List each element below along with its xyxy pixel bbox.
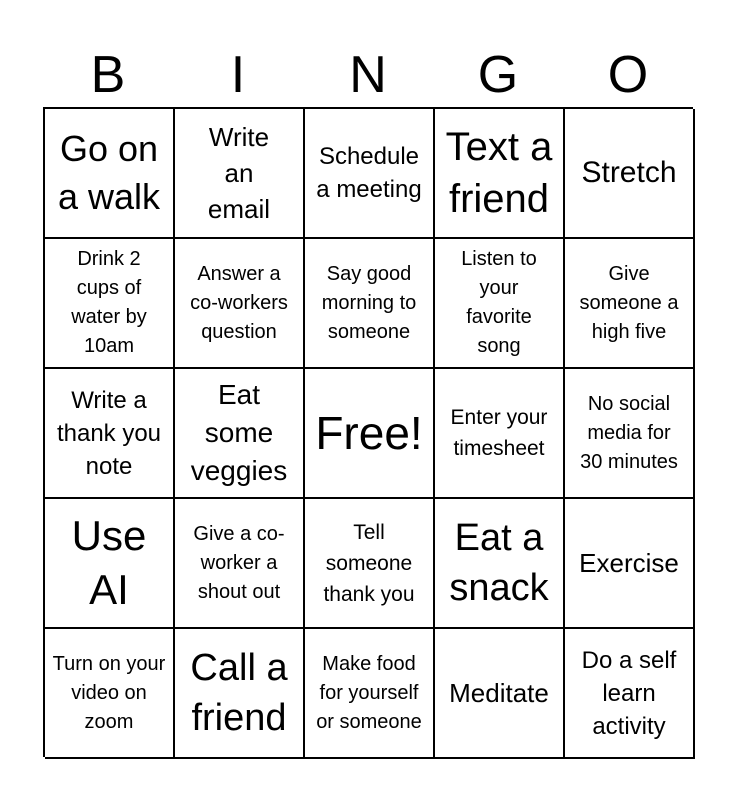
cell-text: Listen to your favorite song [461, 248, 537, 357]
cell-text: Eat some veggies [190, 379, 288, 486]
cell-text: No social media for 30 minutes [580, 392, 678, 473]
bingo-cell[interactable] [435, 109, 565, 239]
bingo-header [43, 42, 693, 108]
header-letter-i: I [230, 46, 246, 104]
bingo-cell[interactable] [175, 629, 305, 759]
cell-text: Enter your timesheet [450, 406, 548, 460]
bingo-cell[interactable] [305, 239, 435, 369]
free-cell[interactable] [305, 369, 435, 499]
cell-text: Use AI [71, 512, 147, 613]
cell-text: Schedule a meeting [316, 143, 422, 203]
cell-text: Go on a walk [57, 128, 161, 217]
cell-text: Meditate [449, 678, 549, 708]
header-letter-n: N [349, 46, 387, 104]
cell-text: Drink 2 cups of water by 10am [71, 248, 147, 357]
cell-text: Tell someone thank you [323, 520, 415, 606]
bingo-cell[interactable] [175, 239, 305, 369]
bingo-cell[interactable] [565, 369, 695, 499]
header-letter-b: B [90, 46, 126, 104]
bingo-cell[interactable] [435, 629, 565, 759]
bingo-cell[interactable] [435, 369, 565, 499]
bingo-cell[interactable] [565, 239, 695, 369]
cell-text: Give someone a high five [579, 262, 679, 343]
header-letter-o: O [607, 46, 649, 104]
cell-text: Call a friend [190, 647, 288, 739]
cell-text: Give a co-worker a shout out [193, 522, 285, 603]
bingo-cell[interactable] [305, 629, 435, 759]
cell-text: Free! [315, 407, 423, 459]
bingo-cell[interactable] [435, 239, 565, 369]
cell-text: Answer a co-workers question [190, 262, 288, 343]
bingo-cell[interactable] [175, 109, 305, 239]
cell-text: Turn on your video on zoom [52, 652, 166, 733]
bingo-cell[interactable] [175, 499, 305, 629]
cell-text: Do a self learn activity [581, 646, 677, 740]
bingo-cell[interactable] [45, 629, 175, 759]
bingo-card [43, 107, 693, 757]
bingo-cell[interactable] [565, 109, 695, 239]
cell-text: Say good morning to someone [321, 262, 417, 343]
cell-text: Write a thank you note [56, 386, 162, 480]
cell-text: Make food for yourself or someone [316, 652, 422, 733]
bingo-cell[interactable] [45, 499, 175, 629]
bingo-cell[interactable] [305, 109, 435, 239]
bingo-cell[interactable] [45, 369, 175, 499]
cell-text: Eat a snack [449, 517, 549, 609]
header-letter-g: G [477, 46, 519, 104]
bingo-cell[interactable] [565, 629, 695, 759]
cell-text: Exercise [579, 548, 679, 578]
bingo-cell[interactable] [435, 499, 565, 629]
bingo-cell[interactable] [305, 499, 435, 629]
bingo-cell[interactable] [45, 109, 175, 239]
cell-text: Write an email [207, 122, 271, 224]
cell-text: Stretch [581, 156, 677, 189]
bingo-cell[interactable] [45, 239, 175, 369]
bingo-cell[interactable] [565, 499, 695, 629]
cell-text: Text a friend [445, 125, 553, 221]
bingo-cell[interactable] [175, 369, 305, 499]
